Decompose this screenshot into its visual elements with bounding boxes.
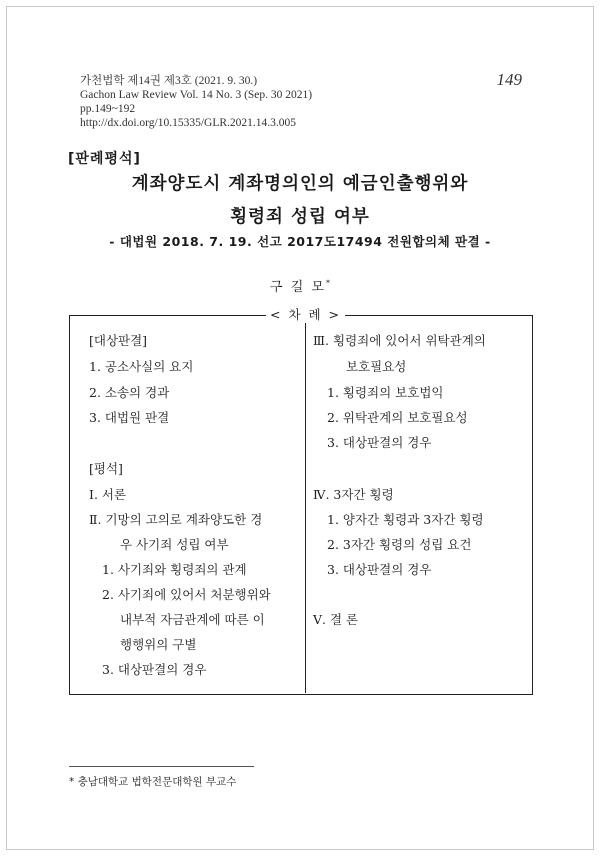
- toc-column-divider: [305, 316, 306, 693]
- subtitle: - 대법원 2018. 7. 19. 선고 2017도17494 전원합의체 판결 -: [109, 234, 491, 249]
- toc-item[interactable]: 3. 대상판결의 경우: [327, 435, 432, 450]
- toc-item[interactable]: 1. 횡령죄의 보호법익: [327, 385, 444, 400]
- toc-item[interactable]: 보호필요성: [346, 359, 407, 374]
- toc-item[interactable]: 행행위의 구별: [120, 637, 197, 652]
- toc-item[interactable]: Ⅲ. 횡령죄에 있어서 위탁관계의: [313, 333, 486, 348]
- author-footnote-mark[interactable]: *: [325, 278, 330, 288]
- toc-item[interactable]: [대상판결]: [89, 333, 148, 348]
- footnote-rule: [69, 766, 254, 767]
- toc-item[interactable]: 3. 대상판결의 경우: [102, 662, 207, 677]
- toc-item[interactable]: 3. 대법원 판결: [89, 410, 170, 425]
- toc-item[interactable]: 1. 양자간 횡령과 3자간 횡령: [327, 512, 484, 527]
- toc-item[interactable]: [평석]: [89, 461, 123, 476]
- toc-item[interactable]: 2. 소송의 경과: [89, 385, 170, 400]
- title-line-2: 횡령죄 성립 여부: [230, 207, 370, 227]
- title-line-1: 계좌양도시 계좌명의인의 예금인출행위와: [131, 174, 469, 194]
- toc-item[interactable]: Ⅰ. 서론: [89, 487, 127, 502]
- toc-item[interactable]: 1. 공소사실의 요지: [89, 359, 194, 374]
- toc-item[interactable]: 2. 3자간 횡령의 성립 요건: [327, 537, 472, 552]
- toc-item[interactable]: 내부적 자금관계에 따른 이: [120, 612, 265, 627]
- toc-item[interactable]: Ⅴ. 결 론: [313, 612, 359, 627]
- author-name: 구 길 모: [270, 280, 326, 295]
- author: [0, 276, 600, 295]
- page-number: 149: [496, 70, 522, 89]
- toc-item[interactable]: 2. 위탁관계의 보호필요성: [327, 410, 468, 425]
- section-label: [판례평석]: [68, 151, 141, 167]
- doi-link[interactable]: http://dx.doi.org/10.15335/GLR.2021.14.3.005: [80, 117, 297, 129]
- toc-item[interactable]: Ⅱ. 기망의 고의로 계좌양도한 경: [89, 512, 263, 527]
- journal-info: [80, 74, 312, 130]
- journal-title-en: Gachon Law Review Vol. 14 No. 3 (Sep. 30 2021): [80, 89, 313, 101]
- toc-item[interactable]: Ⅳ. 3자간 횡령: [313, 487, 394, 502]
- toc-item[interactable]: 3. 대상판결의 경우: [327, 562, 432, 577]
- toc-item[interactable]: 1. 사기죄와 횡령죄의 관계: [102, 562, 247, 577]
- toc-item[interactable]: 2. 사기죄에 있어서 처분행위와: [102, 587, 271, 602]
- journal-title-kr: 가천법학 제14권 제3호 (2021. 9. 30.): [80, 75, 258, 87]
- toc-heading: < 차 례 >: [266, 305, 345, 323]
- toc-item[interactable]: 우 사기죄 성립 여부: [120, 537, 229, 552]
- footnote: * 충남대학교 법학전문대학원 부교수: [69, 776, 237, 788]
- page-range: pp.149~192: [80, 103, 136, 115]
